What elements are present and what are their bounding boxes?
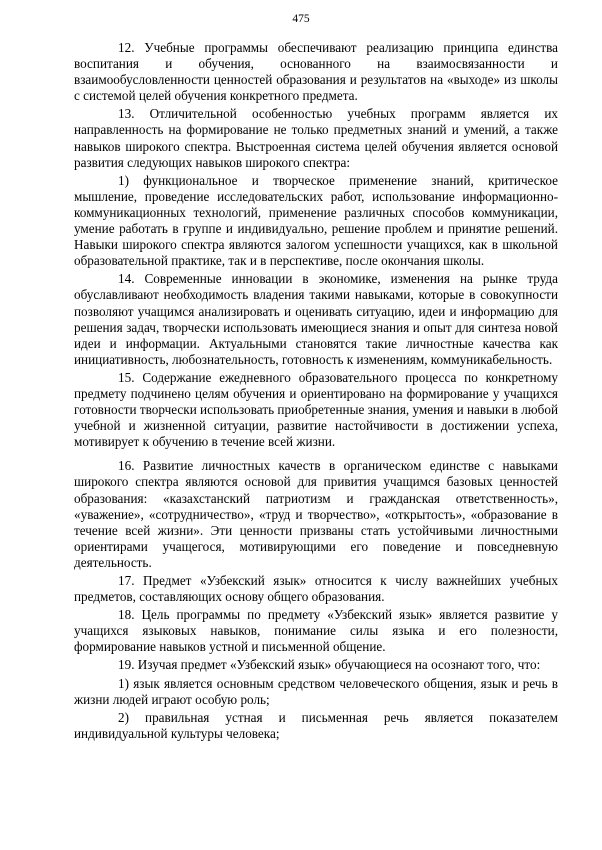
page-number: 475 [292,13,310,25]
paragraph-12: 12. Учебные программы обеспечивают реализацию принципа единства воспитания и обучения, основанного на взаимосвязанности и взаимообусловленности ценностей образования и результатов на «выходе» из школы с системой целей обучения конкретного предмета. [74,40,558,104]
paragraph-15: 15. Содержание ежедневного образовательного процесса по конкретному предмету подчинено целям обучения и ориентировано на формирование у учащихся готовности творчески использовать приобретенные знания, умения и навыки в любой учебной и жизненной ситуации, развитие настойчивости в достижении успеха, мотивирует к обучению в течение всей жизни. [74,369,559,450]
list-item-skills: 1) функциональное и творческое применение знаний, критическое мышление, проведение исследовательских работ, использование информационно-коммуникационных технологий, применение различных способов коммуникации, умение работать в группе и индивидуально, решение проблем и принятие решений. Навыки широкого спектра являются залогом успешности учащихся, как в школьной образовательной практике, так и в перспективе, после окончания школы. [74,172,558,269]
paragraph-14: 14. Современные инновации в экономике, изменения на рынке труда обуславливают необходимость владения такими навыками, которые в совокупности позволяют учащимся анализировать и оценивать ситуацию, идеи и информацию для решения задач, творчески использовать имеющиеся знания и опыт для синтеза новой идеи и информации. Актуальными становятся такие личностные качества как инициативность, любознательность, готовность к изменениям, коммуникабельность. [74,271,558,367]
list-item-2: 2) правильная устная и письменная речь является показателем индивидуальной культуры человека; [74,709,558,741]
paragraph-17: 17. Предмет «Узбекский язык» относится к числу важнейших учебных предметов, составляющих основу общего образования. [74,573,558,605]
paragraph-19: 19. Изучая предмет «Узбекский язык» обучающиеся на осознают того, что: [118,657,541,673]
paragraph-18: 18. Цель программы по предмету «Узбекский язык» является развитие у учащихся языковых навыков, понимание силы языка и его полезности, формирование навыков устной и письменной общение. [74,607,558,655]
paragraph-13: 13. Отличительной особенностью учебных программ является их направленность на формирование не только предметных знаний и умений, а также навыков широкого спектра. Выстроенная система целей обучения является основой развития следующих навыков широкого спектра: [74,106,558,170]
list-item-1: 1) язык является основным средством человеческого общения, язык и речь в жизни людей играют особую роль; [74,675,558,707]
document-body [74,40,558,744]
paragraph-16: 16. Развитие личностных качеств в органическом единстве с навыками широкого спектра являются основой для привития учащимся базовых ценностей образования: «казахстанский патриотизм и гражданская ответственность», «уважение», «сотрудничество», «труд и творчество», «открытость», «образование в течение всей жизни». Эти ценности призваны стать устойчивыми личностными ориентирами учащегося, мотивирующими его поведение и повседневную деятельность. [74,458,558,570]
